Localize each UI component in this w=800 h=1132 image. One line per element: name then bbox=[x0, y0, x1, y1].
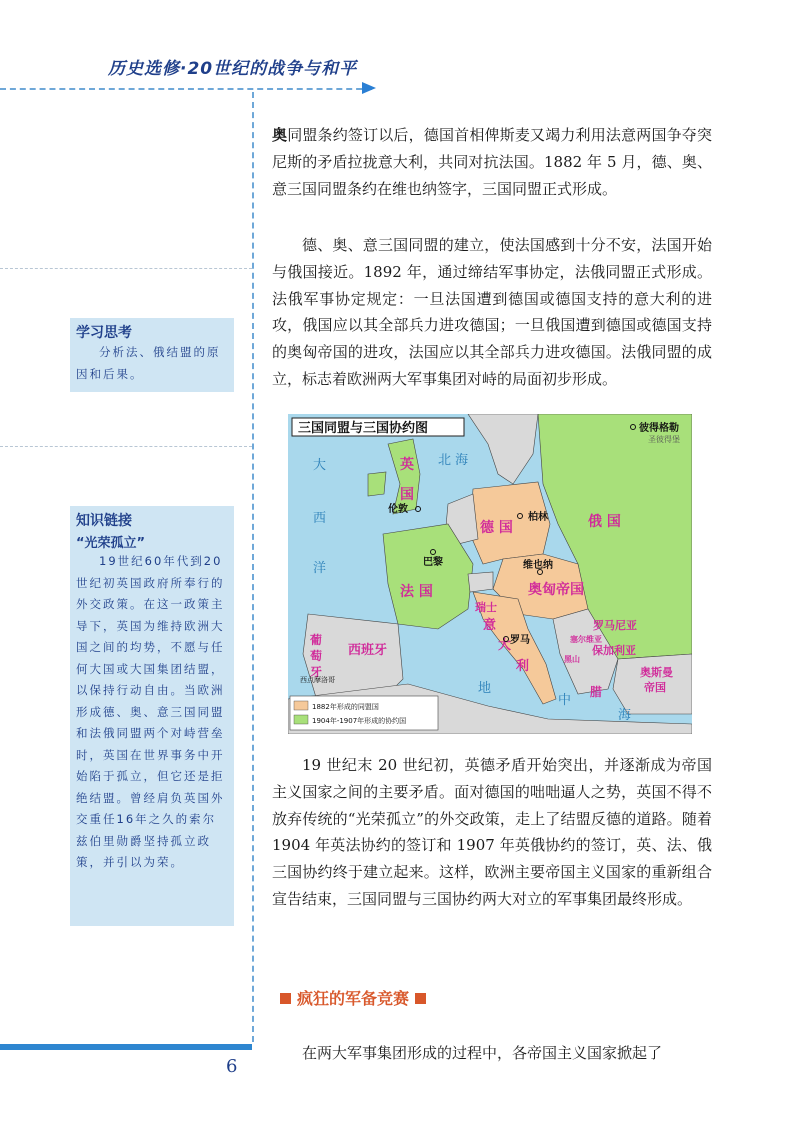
drop-word: 奥 bbox=[272, 126, 288, 144]
label-uk: 国 bbox=[400, 487, 414, 503]
study-box-text: 分析法、俄结盟的原因和后果。 bbox=[76, 345, 221, 381]
square-bullet-icon bbox=[415, 993, 426, 1004]
city-vienna: 维也纳 bbox=[523, 560, 553, 571]
label-bulgaria: 保加利亚 bbox=[592, 644, 636, 657]
square-bullet-icon bbox=[280, 993, 291, 1004]
label-portugal: 牙 bbox=[310, 665, 323, 679]
label-italy: 大 bbox=[498, 638, 512, 653]
city-petersburg-old: 圣彼得堡 bbox=[648, 435, 680, 444]
paragraph bbox=[272, 232, 712, 393]
city-london: 伦敦 bbox=[388, 504, 408, 515]
label-italy: 意 bbox=[483, 618, 497, 633]
page-number: 6 bbox=[226, 1056, 238, 1077]
label-austria-hungary: 奥匈帝国 bbox=[528, 582, 584, 598]
label-greece: 腊 bbox=[590, 685, 603, 699]
label-germany: 德 国 bbox=[480, 520, 513, 536]
label-italy: 利 bbox=[516, 659, 530, 674]
knowledge-link-box bbox=[70, 506, 234, 926]
footer-bar bbox=[0, 1044, 252, 1050]
paragraph-text: 19 世纪末 20 世纪初，英德矛盾开始突出，并逐渐成为帝国主义国家之间的主要矛盾。面对德国的咄咄逼人之势，英国不得不放弃传统的“光荣孤立”的外交政策，走上了结盟反德的道路。随着 1904 年英法协约的签订和 1907 年英俄协约的签订，英、法、俄三国协约终于建立起来。这样，欧洲主要帝国主义国家的重新组合宣告结束，三国同盟与三国协约两大对立的军事集团最终形成。 bbox=[272, 756, 712, 908]
city-paris: 巴黎 bbox=[423, 557, 443, 568]
label-atlantic: 大 bbox=[313, 458, 327, 473]
header-divider bbox=[0, 88, 372, 90]
paragraph bbox=[272, 752, 712, 913]
label-atlantic: 西 bbox=[313, 511, 327, 526]
label-montenegro: 黑山 bbox=[564, 655, 580, 664]
label-portugal: 葡 bbox=[310, 633, 323, 647]
legend-swatch-entente bbox=[294, 715, 308, 724]
legend-alliance: 1882年形成的同盟国 bbox=[312, 703, 379, 711]
label-atlantic: 洋 bbox=[313, 561, 327, 576]
column-divider bbox=[252, 92, 254, 1042]
label-serbia: 塞尔维亚 bbox=[570, 635, 602, 644]
label-ottoman: 帝国 bbox=[644, 681, 666, 694]
label-mediterranean: 海 bbox=[618, 708, 632, 723]
sidebar-divider bbox=[0, 268, 252, 269]
label-romania: 罗马尼亚 bbox=[593, 619, 637, 632]
section-heading bbox=[274, 986, 432, 1009]
label-mediterranean: 地 bbox=[478, 681, 492, 696]
section-title: 疯狂的军备竞赛 bbox=[297, 989, 410, 1008]
label-russia: 俄 国 bbox=[588, 514, 621, 530]
paragraph bbox=[272, 122, 712, 202]
header-title: 历史选修·20世纪的战争与和平 bbox=[108, 59, 358, 79]
knowledge-link-subheading: “光荣孤立” bbox=[76, 536, 146, 551]
label-france: 法 国 bbox=[400, 584, 433, 600]
legend-entente: 1904年-1907年形成的协约国 bbox=[312, 717, 407, 725]
label-north-sea: 北 海 bbox=[438, 453, 469, 468]
map-title: 三国同盟与三国协约图 bbox=[298, 421, 429, 436]
paragraph-text: 在两大军事集团形成的过程中，各帝国主义国家掀起了 bbox=[302, 1044, 663, 1062]
label-ottoman: 奥斯曼 bbox=[640, 666, 673, 679]
alliance-map bbox=[288, 414, 692, 734]
knowledge-link-heading: 知识链接 bbox=[76, 513, 132, 529]
knowledge-link-text: 19世纪60年代到20世纪初英国政府所奉行的外交政策。在这一政策主导下，英国为维持欧洲大国之间的均势，不愿与任何大国或大国集团结盟，以保持行动自由。当欧洲形成德、奥、意三国同盟和法俄同盟两个对峙营垒时，英国在世界事务中开始陷于孤立，但它还是拒绝结盟。曾经肩负英国外交重任16年之久的索尔兹伯里勋爵坚持孤立政策，并引以为荣。 bbox=[76, 554, 225, 869]
map-ireland bbox=[368, 472, 386, 496]
study-box-heading: 学习思考 bbox=[76, 325, 132, 341]
label-portugal: 萄 bbox=[310, 649, 323, 663]
label-uk: 英 bbox=[400, 457, 414, 473]
map-small-label: 西点摩洛哥 bbox=[300, 676, 335, 684]
paragraph-text: 德、奥、意三国同盟的建立，使法国感到十分不安，法国开始与俄国接近。1892 年，通过缔结军事协定，法俄同盟正式形成。法俄军事协定规定：一旦法国遭到德国或德国支持的意大利的进攻，俄国应以其全部兵力进攻德国；一旦俄国遭到德国或德国支持的奥匈帝国的进攻，法国应以其全部兵力进攻德国。法俄同盟的成立，标志着欧洲两大军事集团对峙的局面初步形成。 bbox=[272, 236, 712, 388]
legend-swatch-alliance bbox=[294, 701, 308, 710]
map-switzerland bbox=[468, 572, 493, 592]
city-berlin: 柏林 bbox=[528, 512, 548, 523]
city-rome: 罗马 bbox=[510, 635, 530, 646]
city-petersburg: 彼得格勒 bbox=[639, 423, 679, 434]
paragraph bbox=[272, 1040, 712, 1067]
header-arrow-icon bbox=[362, 82, 376, 94]
paragraph-text: 同盟条约签订以后，德国首相俾斯麦又竭力利用法意两国争夺突尼斯的矛盾拉拢意大利，共同对抗法国。1882 年 5 月，德、奥、意三国同盟条约在维也纳签字，三国同盟正式形成。 bbox=[272, 126, 712, 198]
label-swiss: 瑞士 bbox=[475, 601, 497, 614]
study-box bbox=[70, 318, 234, 392]
sidebar-divider bbox=[0, 446, 252, 447]
label-spain: 西班牙 bbox=[348, 643, 388, 658]
label-mediterranean: 中 bbox=[558, 693, 572, 708]
